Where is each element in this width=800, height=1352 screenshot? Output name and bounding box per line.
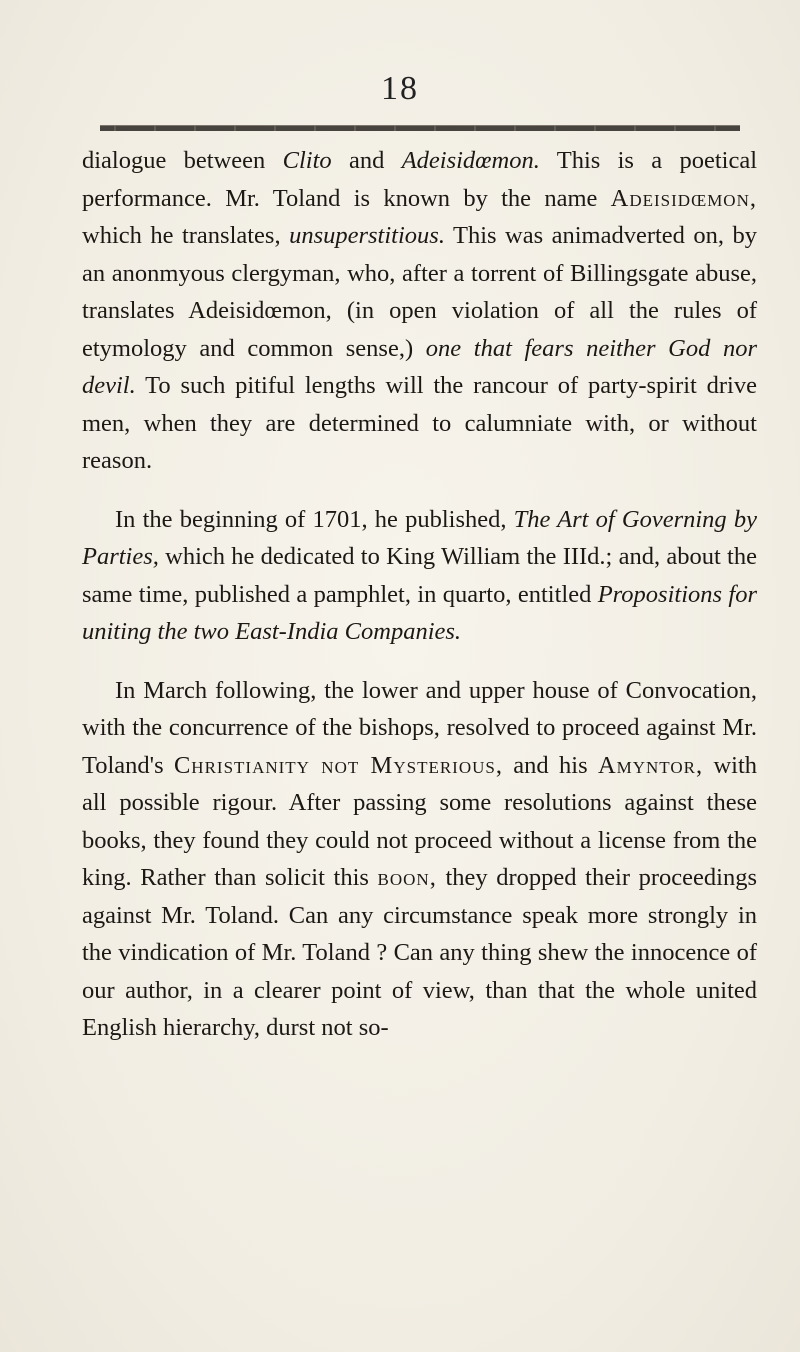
title-clito: Clito (282, 147, 332, 174)
text-run: In March following, the lower and upper house of Convocation, with the concurrence of the bishops, resolved to proceed against Mr. Toland's (82, 676, 757, 779)
text-run: In the beginning of 1701, he published, (115, 505, 514, 533)
text-run: and (331, 147, 402, 174)
text-run: which he translates, (82, 222, 290, 249)
body-text (82, 142, 757, 1047)
text-run: they dropped their proceedings against Mr. Toland. Can any circumstance speak more strongly in the vindication of Mr. Toland ? Can any thing shew the innocence of our author, in a clearer point of view, than that the whole united English hierarchy, durst not so- (82, 864, 758, 1041)
text-run: dialogue between (82, 147, 283, 174)
text-run: This is a poetical performance. Mr. Toland is known by the name (82, 147, 758, 212)
title-art-of-governing: The Art of Governing by Parties, (82, 505, 757, 570)
paragraph-1 (82, 142, 757, 480)
page-number: 18 (381, 70, 419, 107)
text-run: To such pitiful lengths will the rancour of party-spirit drive men, when they are determined to calumniate with, or without reason. (82, 372, 757, 474)
term-boon: boon, (377, 864, 437, 891)
quote-fears-neither: one that fears neither God nor devil. (82, 334, 757, 399)
text-run: which he dedicated to King William the IIId.; and, about the same time, published a pamphlet, in quarto, entitled (82, 543, 757, 608)
text-run: with all possible rigour. After passing some resolutions against these books, they found they could not proceed without a license from the king. Rather than solicit this (82, 751, 758, 891)
paragraph-2 (82, 501, 757, 651)
paragraph-3 (82, 672, 757, 1047)
text-run: This was animadverted on, by an anonmyous clergyman, who, after a torrent of Billingsgate abuse, translates Adeisidœmon, (in open violation of all the rules of etymology and common sense,) (82, 222, 757, 362)
name-adeisidaemon: Adeisidœmon, (610, 184, 757, 212)
header-rule (100, 125, 740, 131)
title-amyntor: Amyntor, (597, 751, 704, 779)
term-unsuperstitious: unsuperstitious. (289, 222, 445, 249)
title-propositions: Propositions for uniting the two East-India Companies. (82, 580, 757, 645)
title-christianity-not-mysterious: Christianity not Mysterious, (173, 751, 503, 779)
title-adeisidaemon: Adeisidœmon. (401, 147, 540, 174)
text-run: and his (502, 751, 598, 779)
